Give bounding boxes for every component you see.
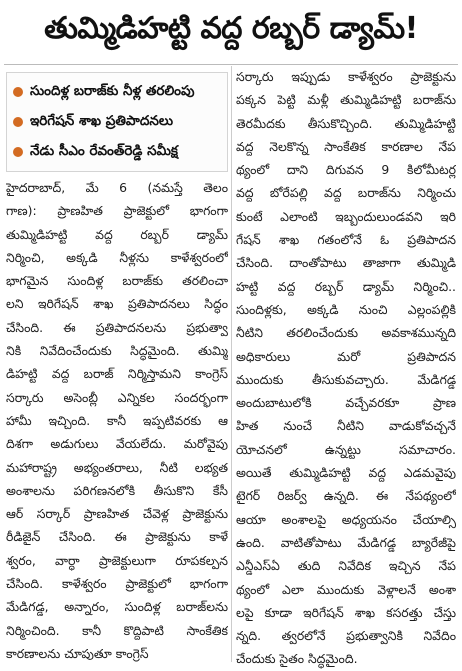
highlight-item [7, 77, 227, 107]
article-line: డిహట్టి వద్ద బరాజ్ నిర్మిస్తామని కాంగ్రెస్ [6, 366, 228, 382]
article-line: అంశాలను పరిగణనలోకి తీసుకొని కేసీ [6, 482, 228, 498]
article-line: కుంటే ఎలాంటి ఇబ్బందులుండవని ఇరి [236, 208, 456, 224]
highlight-text: సుందిళ్ల బరాజ్‌కు నీళ్ల తరలింపు [30, 82, 195, 99]
article-line: హామీ ఇచ్చింది. కానీ ఇప్పటివరకు ఆ [6, 412, 228, 428]
article-line: ఆయా అంశాలపై అధ్యయనం చేయాల్సి [236, 511, 456, 527]
article-line: శ్వరం, వార్ధా ప్రాజెక్టులుగా రూపకల్పన [6, 552, 228, 568]
article-line: వద్ద బోరేపల్లి వద్ద బరాజ్‌ను నిర్మించు [236, 185, 456, 201]
article-line: సర్కారు ఇప్పుడు కాళేశ్వరం ప్రాజెక్టును [236, 69, 456, 84]
article-line: టైగర్ రిజర్వ్ ఉన్నది. ఈ నేపథ్యంలో [236, 488, 456, 504]
column-divider [231, 66, 232, 662]
article-line: తుమ్మిడిహట్టి వద్ద రబ్బర్ డ్యామ్ [6, 226, 228, 242]
article-line: రీడిజైన్ చేసింది. ఈ ప్రాజెక్టును కాళే [6, 529, 228, 545]
article-line: యోచనలో ఉన్నట్టు సమాచారం. [236, 441, 456, 457]
article-line: చేసింది. ఈ ప్రతిపాదనలను ప్రభుత్వా [6, 319, 228, 335]
article-line: థ్యంలో దాని దిగువన 9 కిలోమీటర్ల [236, 162, 456, 178]
article-line: సర్కారు అసెంబ్లీ ఎన్నికల సందర్భంగా [6, 389, 228, 405]
article-line: సుందిళ్లకు, అక్కడి నుంచి ఎల్లంపల్లికి [236, 301, 456, 317]
article-line: దిశగా అడుగులు వేయలేదు. మరోవైపు [6, 436, 228, 452]
article-line: ఉంది. వాటితోపాటు మేడిగడ్డ బ్యారేజీపై [236, 534, 456, 550]
article-column-left [6, 176, 228, 665]
article-line: మేడిగడ్డ, అన్నారం, సుందిళ్ల బరాజ్‌లను [6, 599, 228, 615]
article-line: హట్టి వద్ద రబ్బర్ డ్యామ్ నిర్మించి.. [236, 278, 456, 294]
article-line: థ్యంలో ఎలా ముందుకు వెళ్లాలనే అంశా [236, 581, 456, 597]
bullet-dot-icon [13, 87, 23, 97]
article-line: నిర్మించింది. కానీ కొద్దిపాటి సాంకేతిక [6, 622, 228, 638]
article-line: నీటిని తరలించేందుకు అవకాశమున్నది [236, 325, 456, 341]
bullet-dot-icon [13, 147, 23, 157]
article-line: గాణ): ప్రాణహిత ప్రాజెక్టులో భాగంగా [6, 203, 228, 219]
article-line: అందుబాటులోకి వచ్చేవరకూ ప్రాణ [236, 395, 456, 411]
bullet-dot-icon [13, 117, 23, 127]
highlight-text: ఇరిగేషన్ శాఖ ప్రతిపాదనలు [30, 112, 174, 129]
article-line: చేందుకు సైతం సిద్ధమైంది. [236, 651, 358, 667]
article-line: హిత నుంచే నీటిని వాడుకోవచ్చనే [236, 418, 456, 434]
article-line: గేషన్ శాఖ గతంలోనే ఓ ప్రతిపాదన [236, 232, 456, 248]
article-line: న్నది. త్వరలోనే ప్రభుత్వానికి నివేదిం [236, 628, 456, 644]
article-line: కారణాలను చూపుతూ కాంగ్రెస్ [6, 645, 149, 661]
highlight-item [7, 107, 227, 137]
article-line: ముందుకు తీసుకువచ్చారు. మేడిగడ్డ [236, 371, 456, 387]
article-line: చేసింది. దాంతోపాటు తాజాగా తుమ్మిడి [236, 255, 456, 271]
highlight-item [7, 137, 227, 167]
headline: తుమ్మిడిహట్టి వద్ద రబ్బర్ డ్యామ్! [44, 11, 418, 46]
highlights-box [6, 72, 228, 172]
article-line: వద్ద నెలకొన్న సాంకేతిక కారణాల నేప [236, 138, 456, 154]
article-line: హైదరాబాద్, మే 6 (నమస్తే తెలం [6, 180, 228, 195]
article-line: తెరమీదకు తీసుకొచ్చింది. తుమ్మిడిహట్టి [236, 115, 456, 131]
article-line: అధికారులు మరో ప్రతిపాదన [236, 348, 456, 364]
article-column-right [236, 65, 456, 671]
article-line: నికి నివేదించేందుకు సిద్ధమైంది. తుమ్మి [6, 343, 228, 359]
article-line: ఆర్ సర్కార్ ప్రాణహిత చేవెళ్ల ప్రాజెక్టును [6, 506, 228, 522]
highlight-text: నేడు సీఎం రేవంత్‌రెడ్డి సమీక్ష [30, 142, 178, 159]
article-line: లని ఇరిగేషన్ శాఖ ప్రతిపాదనలు సిద్ధం [6, 296, 228, 312]
article-line: ఎన్డీఎస్ఏ తుది నివేదిక ఇచ్చిన నేప [236, 558, 456, 574]
article-line: నిర్మించి, అక్కడి నీళ్లను కాళేశ్వరంలో [6, 249, 228, 265]
article-line: మహారాష్ట్ర అభ్యంతరాలు, నీటి లభ్యత [6, 459, 228, 475]
article-line: పక్కన పెట్టి మళ్లీ తుమ్మిడిహట్టి బరాజ్‌ను [236, 92, 456, 108]
article-line: చేసింది. కాళేశ్వరం ప్రాజెక్టులో భాగంగా [6, 576, 228, 592]
article-line: భాగమైన సుందిళ్ల బరాజ్‌కు తరలించా [6, 273, 228, 289]
article-line: లపై కూడా ఇరిగేషన్ శాఖ కసరత్తు చేస్తు [236, 604, 456, 620]
article-line: అయితే తుమ్మిడిహట్టి వద్ద ఎడమవైపు [236, 465, 456, 481]
